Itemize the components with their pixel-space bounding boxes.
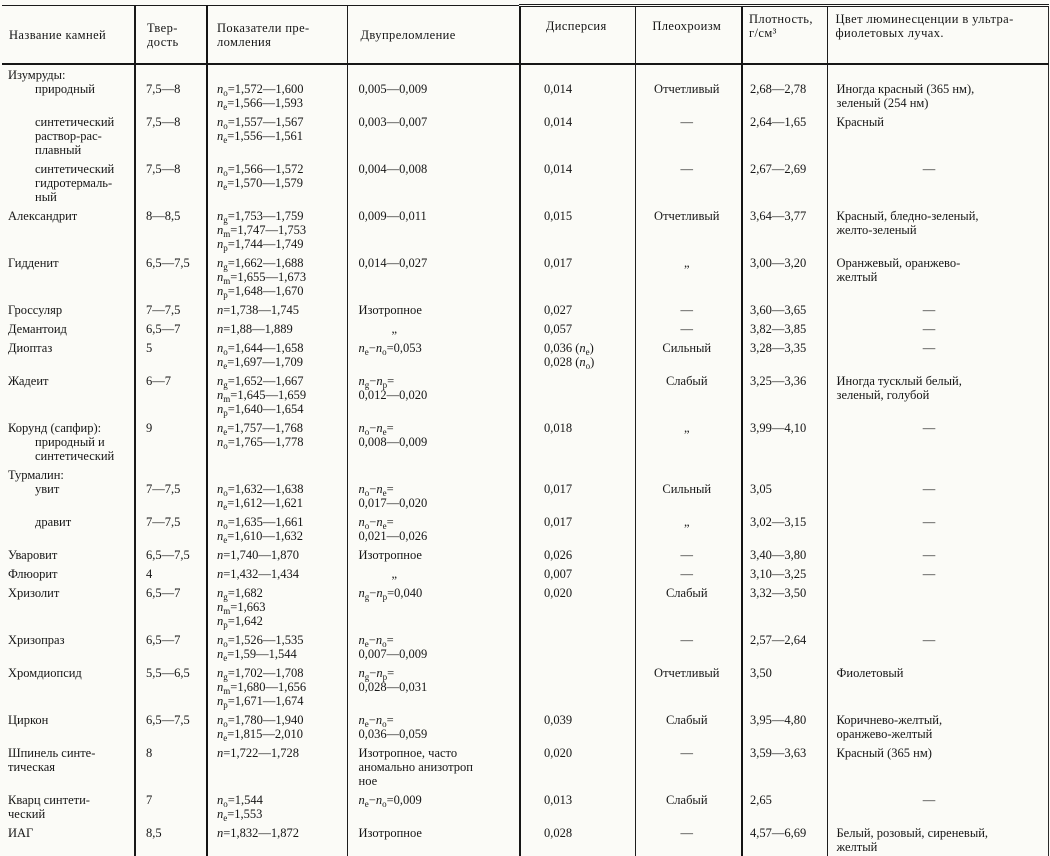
birefringence-cell: Изотропное, часто аномально анизотроп ное	[347, 743, 520, 790]
hardness-cell: 6—7	[135, 371, 207, 418]
luminescence-cell: Оранжевый, оранжево- желтый	[827, 253, 1048, 300]
hardness-cell: 8,5	[135, 823, 207, 856]
col-header-luminescence: Цвет люминесценции в ультра- фиолетовых лучах.	[827, 6, 1048, 65]
gem-row	[2, 790, 1048, 823]
birefringence-cell: 0,005—0,009	[347, 64, 520, 112]
luminescence-cell: —	[827, 300, 1048, 319]
dispersion-cell: 0,015	[520, 206, 635, 253]
refraction-cell: $n_o=1,635—1,661$ $n_e=1,610—1,632$	[207, 512, 347, 545]
hardness-cell: 6,5—7	[135, 630, 207, 663]
stone-name-cell: Гроссуляр	[8, 303, 63, 317]
pleochroism-cell: Слабый	[635, 790, 742, 823]
pleochroism-cell: —	[635, 823, 742, 856]
density-cell: 4,57—6,69	[742, 823, 827, 856]
stone-name-cell: Хромдиопсид	[8, 666, 82, 680]
hardness-cell: 8	[135, 743, 207, 790]
dispersion-cell: 0,014	[520, 112, 635, 159]
refraction-cell: $n_g=1,682$ $n_m=1,663$ $n_p=1,642$	[207, 583, 347, 630]
luminescence-cell: Коричнево-желтый, оранжево-желтый	[827, 710, 1048, 743]
refraction-cell: $n_e=1,757—1,768$ $n_o=1,765—1,778$	[207, 418, 347, 465]
gem-row	[2, 663, 1048, 710]
birefringence-cell: $n_o-n_e=$ 0,008—0,009	[347, 418, 520, 465]
hardness-cell: 6,5—7	[135, 319, 207, 338]
density-cell: 3,40—3,80	[742, 545, 827, 564]
dispersion-cell: 0,026	[520, 545, 635, 564]
stone-name-cell: Диоптаз	[8, 341, 53, 355]
stone-name-cell: Жадеит	[8, 374, 49, 388]
refraction-cell: n=1,722—1,728	[207, 743, 347, 790]
density-cell: 2,67—2,69	[742, 159, 827, 206]
stone-name-cell: ИАГ	[8, 826, 34, 840]
luminescence-cell: —	[827, 465, 1048, 512]
density-cell: 3,50	[742, 663, 827, 710]
density-cell: 3,28—3,35	[742, 338, 827, 371]
hardness-cell: 7—7,5	[135, 465, 207, 512]
density-cell: 2,64—1,65	[742, 112, 827, 159]
dispersion-cell: 0,014	[520, 159, 635, 206]
birefringence-cell: $n_e-n_o=$ 0,036—0,059	[347, 710, 520, 743]
birefringence-cell: $n_g-n_p=$ 0,028—0,031	[347, 663, 520, 710]
col-header-refraction: Показатели пре- ломления	[207, 6, 347, 65]
birefringence-cell: $n_g-n_p=$ 0,012—0,020	[347, 371, 520, 418]
refraction-cell: $n_g=1,652—1,667$ $n_m=1,645—1,659$ $n_p=1,640—1,654$	[207, 371, 347, 418]
gem-row	[2, 112, 1048, 159]
refraction-cell: $n_o=1,572—1,600$ $n_e=1,566—1,593$	[207, 64, 347, 112]
density-cell: 3,64—3,77	[742, 206, 827, 253]
pleochroism-cell: Отчетливый	[635, 64, 742, 112]
luminescence-cell: Красный	[827, 112, 1048, 159]
pleochroism-cell: —	[635, 159, 742, 206]
stone-name-cell: синтетический гидротермаль- ный	[35, 162, 115, 204]
hardness-cell: 7,5—8	[135, 159, 207, 206]
luminescence-cell: Фиолетовый	[827, 663, 1048, 710]
pleochroism-cell: —	[635, 743, 742, 790]
gem-table-body	[2, 64, 1048, 856]
col-header-stone-name: Название камней	[2, 6, 135, 65]
hardness-cell: 6,5—7,5	[135, 253, 207, 300]
luminescence-cell: —	[827, 545, 1048, 564]
birefringence-cell: 0,009—0,011	[347, 206, 520, 253]
pleochroism-cell: —	[635, 630, 742, 663]
refraction-cell: $n_o=1,557—1,567$ $n_e=1,556—1,561$	[207, 112, 347, 159]
birefringence-cell: $n_g-n_p=0,040$	[347, 583, 520, 630]
luminescence-cell: —	[827, 338, 1048, 371]
pleochroism-cell: Отчетливый	[635, 206, 742, 253]
gem-row	[2, 823, 1048, 856]
dispersion-cell: 0,014	[520, 64, 635, 112]
luminescence-cell: —	[827, 159, 1048, 206]
col-header-hardness: Твер- дость	[135, 6, 207, 65]
gem-row	[2, 545, 1048, 564]
refraction-cell: $n_g=1,662—1,688$ $n_m=1,655—1,673$ $n_p=1,648—1,670$	[207, 253, 347, 300]
pleochroism-cell: —	[635, 545, 742, 564]
birefringence-cell: „	[347, 319, 520, 338]
refraction-cell: $n_o=1,644—1,658$ $n_e=1,697—1,709$	[207, 338, 347, 371]
hardness-cell: 4	[135, 564, 207, 583]
pleochroism-cell: —	[635, 564, 742, 583]
birefringence-cell: $n_e-n_o=0,053$	[347, 338, 520, 371]
stone-name-cell: Флюорит	[8, 567, 58, 581]
gem-row	[2, 418, 1048, 465]
refraction-cell: $n_o=1,544$ $n_e=1,553$	[207, 790, 347, 823]
pleochroism-cell: —	[635, 112, 742, 159]
gem-row	[2, 743, 1048, 790]
stone-name-cell: Турмалин: увит	[8, 468, 64, 496]
density-cell: 3,00—3,20	[742, 253, 827, 300]
hardness-cell: 6,5—7	[135, 583, 207, 630]
birefringence-cell: $n_o-n_e=$ 0,021—0,026	[347, 512, 520, 545]
birefringence-cell: $n_e-n_o=$ 0,007—0,009	[347, 630, 520, 663]
hardness-cell: 7—7,5	[135, 300, 207, 319]
refraction-cell: $n_o=1,526—1,535$ $n_e=1,59—1,544$	[207, 630, 347, 663]
hardness-cell: 5,5—6,5	[135, 663, 207, 710]
col-header-density: Плотность, г/см³	[742, 6, 827, 65]
gem-row	[2, 64, 1048, 112]
refraction-cell: n=1,740—1,870	[207, 545, 347, 564]
gem-row	[2, 319, 1048, 338]
dispersion-cell: 0,057	[520, 319, 635, 338]
dispersion-cell: 0,027	[520, 300, 635, 319]
pleochroism-cell: Слабый	[635, 371, 742, 418]
luminescence-cell	[827, 583, 1048, 630]
gem-row	[2, 206, 1048, 253]
col-header-pleochroism: Плеохроизм	[635, 6, 742, 65]
density-cell: 3,10—3,25	[742, 564, 827, 583]
dispersion-cell: 0,013	[520, 790, 635, 823]
density-cell: 3,25—3,36	[742, 371, 827, 418]
birefringence-cell: $n_o-n_e=$ 0,017—0,020	[347, 465, 520, 512]
hardness-cell: 7,5—8	[135, 112, 207, 159]
luminescence-cell: Красный, бледно-зеленый, желто-зеленый	[827, 206, 1048, 253]
birefringence-cell: 0,003—0,007	[347, 112, 520, 159]
dispersion-cell	[520, 663, 635, 710]
hardness-cell: 8—8,5	[135, 206, 207, 253]
hardness-cell: 7—7,5	[135, 512, 207, 545]
density-cell: 3,02—3,15	[742, 512, 827, 545]
stone-name-cell: Изумруды: природный	[8, 68, 95, 96]
refraction-cell: $n_g=1,702—1,708$ $n_m=1,680—1,656$ $n_p=1,671—1,674$	[207, 663, 347, 710]
pleochroism-cell: „	[635, 253, 742, 300]
hardness-cell: 7,5—8	[135, 64, 207, 112]
pleochroism-cell: —	[635, 319, 742, 338]
col-header-birefringence: Двупреломление	[347, 6, 520, 65]
gem-row	[2, 371, 1048, 418]
luminescence-cell: —	[827, 630, 1048, 663]
refraction-cell: $n_o=1,566—1,572$ $n_e=1,570—1,579$	[207, 159, 347, 206]
hardness-cell: 6,5—7,5	[135, 545, 207, 564]
pleochroism-cell: Отчетливый	[635, 663, 742, 710]
dispersion-cell	[520, 630, 635, 663]
refraction-cell: n=1,738—1,745	[207, 300, 347, 319]
density-cell: 2,68—2,78	[742, 64, 827, 112]
hardness-cell: 7	[135, 790, 207, 823]
luminescence-cell: Иногда красный (365 нм), зеленый (254 нм)	[827, 64, 1048, 112]
gem-row	[2, 253, 1048, 300]
birefringence-cell: „	[347, 564, 520, 583]
dispersion-cell: 0,017	[520, 465, 635, 512]
dispersion-cell: 0,017	[520, 512, 635, 545]
pleochroism-cell: „	[635, 512, 742, 545]
luminescence-cell: —	[827, 790, 1048, 823]
pleochroism-cell: „	[635, 418, 742, 465]
dispersion-cell: 0,036 $(n_e)$ 0,028 $(n_o)$	[520, 338, 635, 371]
header-row	[2, 6, 1048, 65]
stone-name-cell: Демантоид	[8, 322, 67, 336]
dispersion-cell: 0,020	[520, 583, 635, 630]
refraction-cell: $n_o=1,780—1,940$ $n_e=1,815—2,010$	[207, 710, 347, 743]
gem-row	[2, 159, 1048, 206]
pleochroism-cell: Сильный	[635, 465, 742, 512]
birefringence-cell: 0,014—0,027	[347, 253, 520, 300]
birefringence-cell: 0,004—0,008	[347, 159, 520, 206]
density-cell: 2,57—2,64	[742, 630, 827, 663]
birefringence-cell: $n_e-n_o=0,009$	[347, 790, 520, 823]
density-cell: 3,59—3,63	[742, 743, 827, 790]
density-cell: 3,32—3,50	[742, 583, 827, 630]
hardness-cell: 5	[135, 338, 207, 371]
stone-name-cell: Хризопраз	[8, 633, 65, 647]
dispersion-cell: 0,020	[520, 743, 635, 790]
luminescence-cell: —	[827, 319, 1048, 338]
dispersion-cell: 0,017	[520, 253, 635, 300]
stone-name-cell: Хризолит	[8, 586, 60, 600]
luminescence-cell: Белый, розовый, сиреневый, желтый	[827, 823, 1048, 856]
stone-name-cell: синтетический раствор-рас- плавный	[35, 115, 115, 157]
density-cell: 3,05	[742, 465, 827, 512]
density-cell: 2,65	[742, 790, 827, 823]
dispersion-cell: 0,028	[520, 823, 635, 856]
pleochroism-cell: Слабый	[635, 710, 742, 743]
luminescence-cell: —	[827, 564, 1048, 583]
gem-row	[2, 512, 1048, 545]
birefringence-cell: Изотропное	[347, 545, 520, 564]
refraction-cell: $n_o=1,632—1,638$ $n_e=1,612—1,621$	[207, 465, 347, 512]
density-cell: 3,60—3,65	[742, 300, 827, 319]
dispersion-cell	[520, 371, 635, 418]
stone-name-cell: Уваровит	[8, 548, 58, 562]
refraction-cell: n=1,432—1,434	[207, 564, 347, 583]
birefringence-cell: Изотропное	[347, 823, 520, 856]
gem-row	[2, 630, 1048, 663]
pleochroism-cell: Слабый	[635, 583, 742, 630]
density-cell: 3,95—4,80	[742, 710, 827, 743]
luminescence-cell: —	[827, 512, 1048, 545]
refraction-cell: $n_g=1,753—1,759$ $n_m=1,747—1,753$ $n_p=1,744—1,749$	[207, 206, 347, 253]
density-cell: 3,99—4,10	[742, 418, 827, 465]
gem-row	[2, 583, 1048, 630]
dispersion-cell: 0,018	[520, 418, 635, 465]
gem-properties-table	[2, 4, 1049, 856]
luminescence-cell: —	[827, 418, 1048, 465]
birefringence-cell: Изотропное	[347, 300, 520, 319]
gem-row	[2, 465, 1048, 512]
gem-row	[2, 300, 1048, 319]
stone-name-cell: Шпинель синте- тическая	[8, 746, 96, 774]
hardness-cell: 9	[135, 418, 207, 465]
gem-row	[2, 564, 1048, 583]
stone-name-cell: Корунд (сапфир): природный и синтетический	[8, 421, 115, 463]
stone-name-cell: дравит	[35, 515, 72, 529]
stone-name-cell: Александрит	[8, 209, 78, 223]
stone-name-cell: Циркон	[8, 713, 49, 727]
gem-row	[2, 710, 1048, 743]
gem-row	[2, 338, 1048, 371]
col-header-dispersion: Дисперсия	[520, 6, 635, 65]
luminescence-cell: Красный (365 нм)	[827, 743, 1048, 790]
density-cell: 3,82—3,85	[742, 319, 827, 338]
dispersion-cell: 0,007	[520, 564, 635, 583]
refraction-cell: n=1,832—1,872	[207, 823, 347, 856]
pleochroism-cell: Сильный	[635, 338, 742, 371]
pleochroism-cell: —	[635, 300, 742, 319]
refraction-cell: n=1,88—1,889	[207, 319, 347, 338]
stone-name-cell: Гидденит	[8, 256, 59, 270]
hardness-cell: 6,5—7,5	[135, 710, 207, 743]
dispersion-cell: 0,039	[520, 710, 635, 743]
stone-name-cell: Кварц синтети- ческий	[8, 793, 90, 821]
table-header	[2, 6, 1048, 65]
luminescence-cell: Иногда тусклый белый, зеленый, голубой	[827, 371, 1048, 418]
